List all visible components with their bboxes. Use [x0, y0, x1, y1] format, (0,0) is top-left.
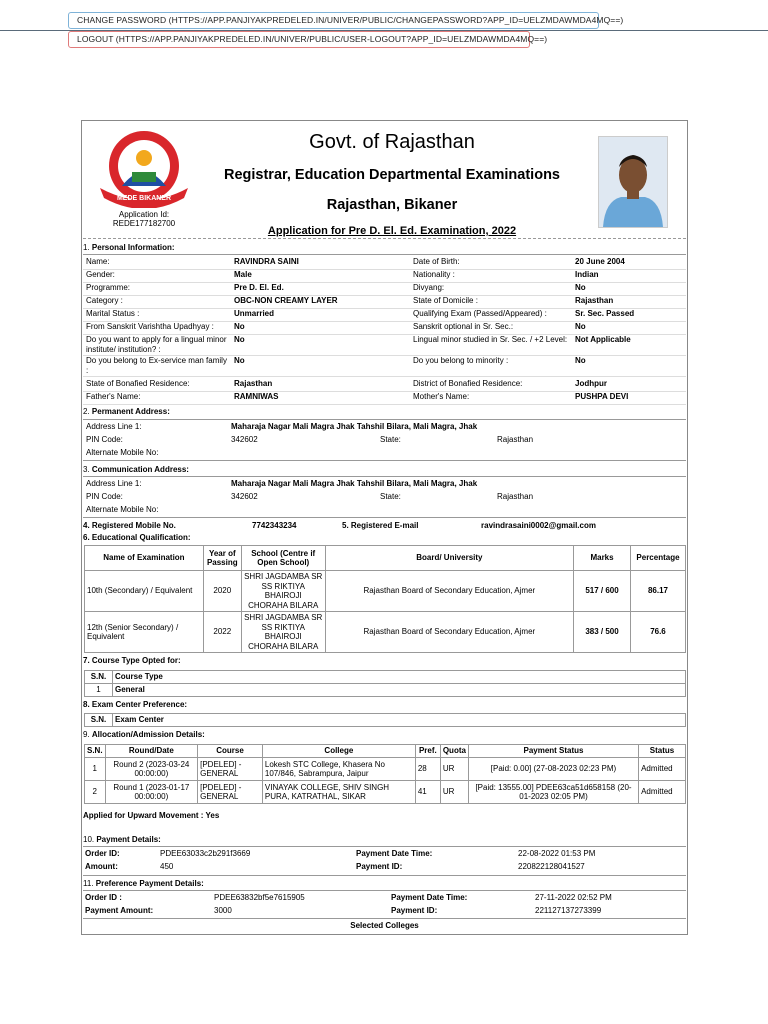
application-id-label: Application Id:	[118, 210, 170, 219]
personal-field-value: No	[575, 283, 586, 292]
preference: 41	[415, 781, 440, 804]
col-header: S.N.	[85, 714, 113, 727]
personal-field-label: Name:	[86, 257, 110, 266]
personal-field-value: PUSHPA DEVI	[575, 392, 629, 401]
mobile-value: 7742343234	[252, 521, 297, 530]
personal-field-value: Male	[234, 270, 252, 279]
address-label: Address Line 1:	[86, 422, 142, 431]
personal-field-label: Mother's Name:	[413, 392, 470, 401]
status: Admitted	[639, 758, 686, 781]
personal-field-label: Category :	[86, 296, 123, 305]
logout-link[interactable]: LOGOUT (HTTPS://APP.PANJIYAKPREDELED.IN/UNIVER/PUBLIC/USER-LOGOUT?APP_ID=UELZMDAWMDA4MQ==)	[68, 31, 530, 48]
col-header: Quota	[440, 745, 468, 758]
quota: UR	[440, 758, 468, 781]
education-heading: 6. Educational Qualification:	[83, 533, 191, 542]
personal-field-label: Qualifying Exam (Passed/Appeared) :	[413, 309, 547, 318]
permanent-address-heading: 2. Permanent Address:	[83, 407, 170, 416]
place-heading: Rajasthan, Bikaner	[326, 197, 458, 213]
col-header: Course Type	[113, 671, 686, 684]
personal-field-label: Do you belong to minority :	[413, 356, 509, 365]
state-label: State:	[380, 492, 401, 501]
col-header: Payment Status	[468, 745, 638, 758]
personal-field-value: Not Applicable	[575, 335, 631, 344]
table-row	[85, 781, 686, 804]
applicant-photo	[598, 136, 668, 228]
state-value: Rajasthan	[497, 435, 534, 444]
exam-center-heading: 8. Exam Center Preference:	[83, 700, 188, 709]
course: [PDELED] - GENERAL	[198, 781, 263, 804]
school: SHRI JAGDAMBA SR SS RIKTIYA BHAIROJI CHORAHA BILARA	[241, 571, 325, 612]
year: 2022	[203, 612, 241, 653]
marks: 383 / 500	[574, 612, 631, 653]
change-password-link[interactable]: CHANGE PASSWORD (HTTPS://APP.PANJIYAKPREDELED.IN/UNIVER/PUBLIC/CHANGEPASSWORD?APP_ID=UELZMDAWMDA4MQ==)	[68, 12, 599, 29]
personal-field-label: Date of Birth:	[413, 257, 460, 266]
order-id-label: Order ID :	[85, 893, 122, 902]
school: SHRI JAGDAMBA SR SS RIKTIYA BHAIROJI CHORAHA BILARA	[241, 612, 325, 653]
personal-field-value: Sr. Sec. Passed	[575, 309, 635, 318]
course-type-table	[84, 670, 686, 697]
section-rule	[83, 890, 686, 891]
personal-field-value: 20 June 2004	[575, 257, 625, 266]
personal-field-label: Divyang:	[413, 283, 445, 292]
alternate-mobile-label: Alternate Mobile No:	[86, 505, 159, 514]
personal-field-value: RAMNIWAS	[234, 392, 279, 401]
personal-field-label: Gender:	[86, 270, 115, 279]
selected-colleges-heading: Selected Colleges	[350, 921, 419, 930]
preference: 28	[415, 758, 440, 781]
col-header: College	[262, 745, 415, 758]
table-row	[85, 758, 686, 781]
amount-label: Amount:	[85, 862, 118, 871]
payment-status: [Paid: 13555.00] PDEE63ca51d658158 (20-01-2023 02:05 PM)	[468, 781, 638, 804]
section-rule	[83, 875, 686, 876]
registrar-heading: Registrar, Education Departmental Examinations	[223, 167, 560, 183]
payment-amount-label: Payment Amount:	[85, 906, 154, 915]
personal-field-label: Do you want to apply for a lingual minor institute/ institution? :	[86, 335, 227, 354]
allocation-heading: 9. Allocation/Admission Details:	[83, 730, 205, 739]
application-title: Application for Pre D. El. Ed. Examination, 2022	[267, 225, 517, 237]
personal-field-label: From Sanskrit Varishtha Upadhyay :	[86, 322, 214, 331]
section-rule	[83, 254, 686, 255]
personal-field-value: No	[234, 322, 245, 331]
percentage: 76.6	[630, 612, 685, 653]
payment-status: [Paid: 0.00] (27-08-2023 02:23 PM)	[468, 758, 638, 781]
col-header: Exam Center	[113, 714, 686, 727]
personal-field-value: Rajasthan	[575, 296, 614, 305]
col-header: Name of Examination	[85, 546, 204, 571]
payment-date-label: Payment Date Time:	[391, 893, 468, 902]
section-rule	[83, 419, 686, 420]
payment-date-label: Payment Date Time:	[356, 849, 433, 858]
section-rule	[83, 476, 686, 477]
payment-heading: 10. Payment Details:	[83, 835, 161, 844]
logo-text: MEDE BIKANER	[116, 195, 172, 202]
personal-field-label: District of Bonafied Residence:	[413, 379, 523, 388]
personal-field-value: Rajasthan	[234, 379, 273, 388]
table-row	[85, 571, 686, 612]
board: Rajasthan Board of Secondary Education, Ajmer	[325, 571, 573, 612]
pin-value: 342602	[231, 435, 258, 444]
email-label: 5. Registered E-mail	[342, 521, 419, 530]
payment-amount-value: 3000	[214, 906, 232, 915]
col-header: Course	[198, 745, 263, 758]
personal-field-value: Unmarried	[234, 309, 275, 318]
exam-name: 12th (Senior Secondary) / Equivalent	[85, 612, 204, 653]
section-divider	[83, 238, 686, 239]
personal-field-value: No	[575, 322, 586, 331]
personal-field-value: No	[234, 356, 245, 365]
row-number: 2	[85, 781, 106, 804]
upward-movement: Applied for Upward Movement : Yes	[83, 811, 220, 820]
course-type-heading: 7. Course Type Opted for:	[83, 656, 181, 665]
exam-center-table	[84, 713, 686, 727]
quota: UR	[440, 781, 468, 804]
communication-address-value: Maharaja Nagar Mali Magra Jhak Tahshil Bilara, Mali Magra, Jhak	[231, 479, 478, 488]
col-header: Marks	[574, 546, 631, 571]
payment-date-value: 27-11-2022 02:52 PM	[535, 893, 612, 902]
col-header: School (Centre if Open School)	[241, 546, 325, 571]
col-header: Board/ University	[325, 546, 573, 571]
payment-id-value: 220822128041527	[518, 862, 585, 871]
personal-field-label: Marital Status :	[86, 309, 140, 318]
preference-payment-heading: 11. Preference Payment Details:	[83, 879, 204, 888]
col-header: Round/Date	[105, 745, 198, 758]
row-number: 1	[85, 684, 113, 697]
col-header: Year of Passing	[203, 546, 241, 571]
section-rule	[83, 918, 686, 919]
amount-value: 450	[160, 862, 174, 871]
percentage: 86.17	[630, 571, 685, 612]
year: 2020	[203, 571, 241, 612]
personal-field-value: Pre D. El. Ed.	[234, 283, 284, 292]
payment-id-label: Payment ID:	[356, 862, 403, 871]
personal-info-heading: 1. Personal Information:	[83, 243, 175, 252]
status: Admitted	[639, 781, 686, 804]
personal-field-value: RAVINDRA SAINI	[234, 257, 299, 266]
permanent-address-value: Maharaja Nagar Mali Magra Jhak Tahshil Bilara, Mali Magra, Jhak	[231, 422, 478, 431]
personal-field-value: Indian	[575, 270, 599, 279]
col-header: Pref.	[415, 745, 440, 758]
payment-id-label: Payment ID:	[391, 906, 438, 915]
pin-label: PIN Code:	[86, 492, 123, 501]
row-divider	[83, 404, 686, 405]
order-id-label: Order ID:	[85, 849, 120, 858]
course-type-value: General	[113, 684, 686, 697]
personal-field-label: Nationality :	[413, 270, 455, 279]
personal-field-label: Father's Name:	[86, 392, 141, 401]
order-id-value: PDEE63832bf5e7615905	[214, 893, 305, 902]
exam-name: 10th (Secondary) / Equivalent	[85, 571, 204, 612]
col-header: Percentage	[630, 546, 685, 571]
address-label: Address Line 1:	[86, 479, 142, 488]
pin-value: 342602	[231, 492, 258, 501]
course: [PDELED] - GENERAL	[198, 758, 263, 781]
college: VINAYAK COLLEGE, SHIV SINGH PURA, KATRATHAL, SIKAR	[262, 781, 415, 804]
order-id-value: PDEE63033c2b291f3669	[160, 849, 251, 858]
pin-label: PIN Code:	[86, 435, 123, 444]
section-rule	[83, 460, 686, 461]
row-divider	[83, 376, 686, 377]
personal-field-value: No	[234, 335, 245, 344]
section-rule	[83, 517, 686, 518]
personal-field-value: Jodhpur	[575, 379, 607, 388]
personal-field-value: No	[575, 356, 586, 365]
state-label: State:	[380, 435, 401, 444]
personal-field-label: Do you belong to Ex-service man family :	[86, 356, 227, 375]
col-header: Status	[639, 745, 686, 758]
row-number: 1	[85, 758, 106, 781]
col-header: S.N.	[85, 745, 106, 758]
alternate-mobile-label: Alternate Mobile No:	[86, 448, 159, 457]
personal-field-label: Sanskrit optional in Sr. Sec.:	[413, 322, 514, 331]
payment-date-value: 22-08-2022 01:53 PM	[518, 849, 596, 858]
board: Rajasthan Board of Secondary Education, Ajmer	[325, 612, 573, 653]
round: Round 2 (2023-03-24 00:00:00)	[105, 758, 198, 781]
email-value: ravindrasaini0002@gmail.com	[481, 521, 596, 530]
education-table	[84, 545, 686, 653]
personal-field-label: Programme:	[86, 283, 131, 292]
page-title: Govt. of Rajasthan	[309, 131, 475, 153]
personal-field-label: State of Domicile :	[413, 296, 478, 305]
section-rule	[83, 846, 686, 847]
personal-field-label: Lingual minor studied in Sr. Sec. / +2 Level:	[413, 335, 568, 344]
institution-logo-icon	[92, 128, 196, 208]
state-value: Rajasthan	[497, 492, 534, 501]
personal-field-value: OBC-NON CREAMY LAYER	[234, 296, 338, 305]
personal-field-label: State of Bonafied Residence:	[86, 379, 190, 388]
col-header: S.N.	[85, 671, 113, 684]
mobile-label: 4. Registered Mobile No.	[83, 521, 176, 530]
marks: 517 / 600	[574, 571, 631, 612]
allocation-table	[84, 744, 686, 804]
table-row	[85, 612, 686, 653]
application-id: REDE177182700	[112, 219, 176, 228]
college: Lokesh STC College, Khasera No 107/846, Sabrampura, Jaipur	[262, 758, 415, 781]
communication-address-heading: 3. Communication Address:	[83, 465, 189, 474]
payment-id-value: 221127137273399	[535, 906, 602, 915]
round: Round 1 (2023-01-17 00:00:00)	[105, 781, 198, 804]
